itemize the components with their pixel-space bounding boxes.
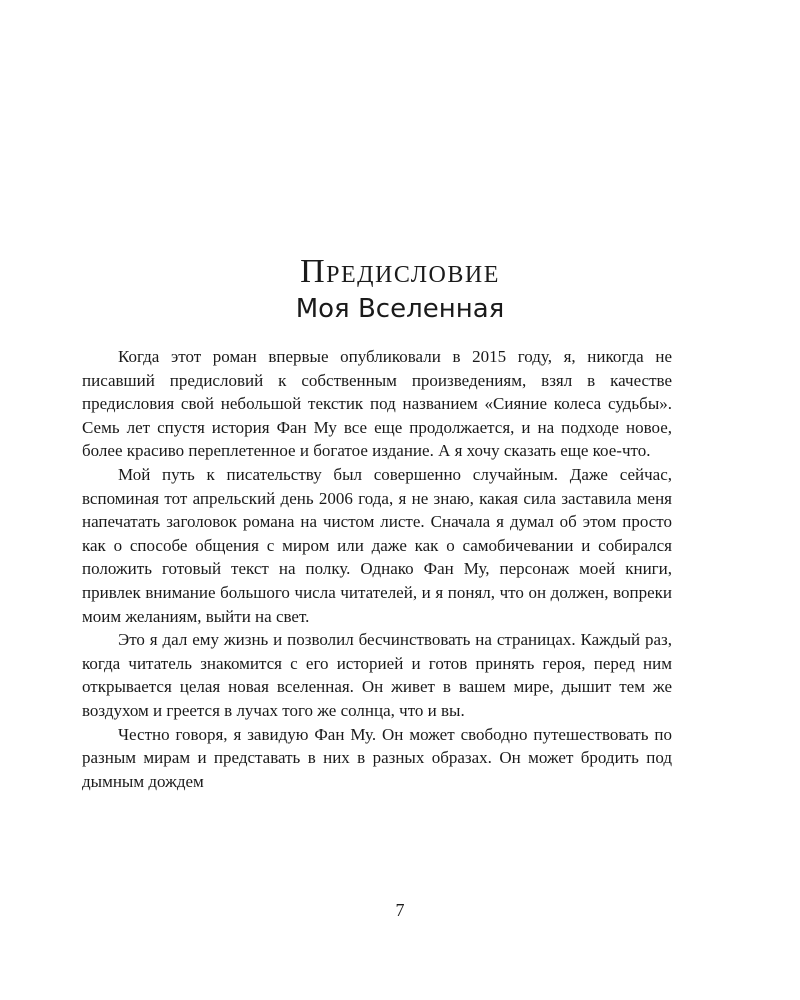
- chapter-subtitle: Моя Вселенная: [295, 294, 505, 324]
- page-number: 7: [395, 900, 405, 920]
- paragraph: Это я дал ему жизнь и позволил бесчинствовать на страницах. Каждый раз, когда читатель знакомится с его историей и готов принять героя, перед ним открывается целая новая вселенная. Он живет в вашем мире, дышит тем же воздухом и греется в лучах того же солнца, что и вы.: [82, 630, 672, 720]
- chapter-title: Предисловие: [300, 253, 500, 290]
- paragraph: Когда этот роман впервые опубликовали в 2015 году, я, никогда не писавший предисловий к собственным произведениям, взял в качестве предисловия свой небольшой текстик под названием «Сияние колеса судьбы». Семь лет спустя история Фан Му все еще продолжается, и на подходе новое, более красиво переплетенное и богатое издание. А я хочу сказать еще кое-что.: [82, 347, 672, 461]
- paragraph: Мой путь к писательству был совершенно случайным. Даже сейчас, вспоминая тот апрельский день 2006 года, я не знаю, какая сила заставила меня напечатать заголовок романа на чистом листе. Сначала я думал об этом просто как о способе общения с миром или даже как о самобичевании и собирался положить готовый текст на полку. Однако Фан Му, персонаж моей книги, привлек внимание большого числа читателей, и я понял, что он должен, вопреки моим желаниям, выйти на свет.: [82, 464, 672, 626]
- paragraph: Честно говоря, я завидую Фан Му. Он может свободно путешествовать по разным мирам и представать в них в разных образах. Он может бродить под дымным дождем: [82, 724, 672, 791]
- body-text: [82, 345, 672, 793]
